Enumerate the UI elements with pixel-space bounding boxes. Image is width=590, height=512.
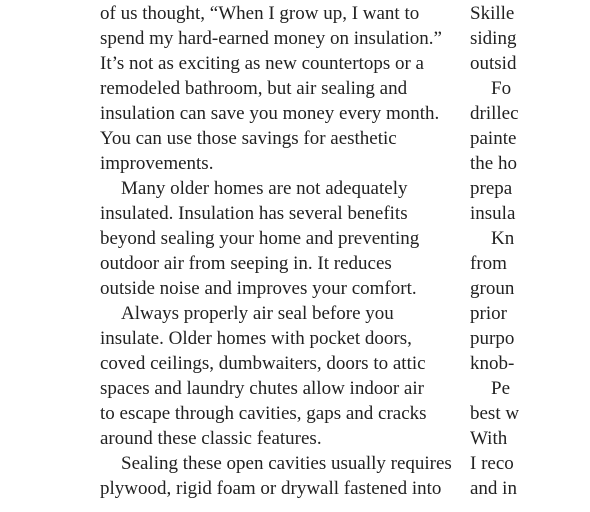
- paragraph-first-line: Always properly air seal before you: [121, 303, 394, 324]
- text-line: coved ceilings, dumbwaiters, doors to attic: [100, 353, 426, 374]
- paragraph-first-line: Fo: [491, 78, 512, 99]
- text-line: to escape through cavities, gaps and cracks: [100, 403, 427, 424]
- text-line: beyond sealing your home and preventing: [100, 228, 420, 249]
- text-line: It’s not as exciting as new countertops or a: [100, 53, 424, 74]
- text-line: of us thought, “When I grow up, I want to: [100, 3, 420, 24]
- text-line: around these classic features.: [100, 428, 322, 449]
- text-line: insulated. Insulation has several benefits: [100, 203, 408, 224]
- paragraph-first-line: Kn: [491, 228, 515, 249]
- text-line: outdoor air from seeping in. It reduces: [100, 253, 392, 274]
- text-line: prepa: [470, 178, 513, 199]
- text-line: remodeled bathroom, but air sealing and: [100, 78, 408, 99]
- text-line: and in: [470, 478, 517, 499]
- text-line: plywood, rigid foam or drywall fastened into: [100, 478, 442, 499]
- paragraph-first-line: Many older homes are not adequately: [121, 178, 408, 199]
- article-column-left: [100, 1, 460, 501]
- paragraph-first-line: Sealing these open cavities usually requires: [121, 453, 452, 474]
- text-line: siding: [470, 28, 517, 49]
- text-line: I reco: [470, 453, 514, 474]
- text-line: improvements.: [100, 153, 214, 174]
- text-line: spend my hard-earned money on insulation.”: [100, 28, 442, 49]
- text-line: groun: [470, 278, 515, 299]
- text-line: insula: [470, 203, 516, 224]
- text-line: the ho: [470, 153, 517, 174]
- text-line: You can use those savings for aesthetic: [100, 128, 397, 149]
- text-line: purpo: [470, 328, 515, 349]
- text-line: painte: [470, 128, 517, 149]
- text-line: outsid: [470, 53, 517, 74]
- text-line: best w: [470, 403, 520, 424]
- text-line: outside noise and improves your comfort.: [100, 278, 417, 299]
- text-line: Skille: [470, 3, 515, 24]
- article-column-right: [470, 1, 590, 501]
- text-line: from: [470, 253, 507, 274]
- text-line: insulate. Older homes with pocket doors,: [100, 328, 412, 349]
- text-line: knob-: [470, 353, 515, 374]
- text-line: prior: [470, 303, 507, 324]
- text-line: drillec: [470, 103, 519, 124]
- text-line: insulation can save you money every month.: [100, 103, 440, 124]
- paragraph-first-line: Pe: [491, 378, 510, 399]
- text-line: With: [470, 428, 508, 449]
- text-line: spaces and laundry chutes allow indoor air: [100, 378, 424, 399]
